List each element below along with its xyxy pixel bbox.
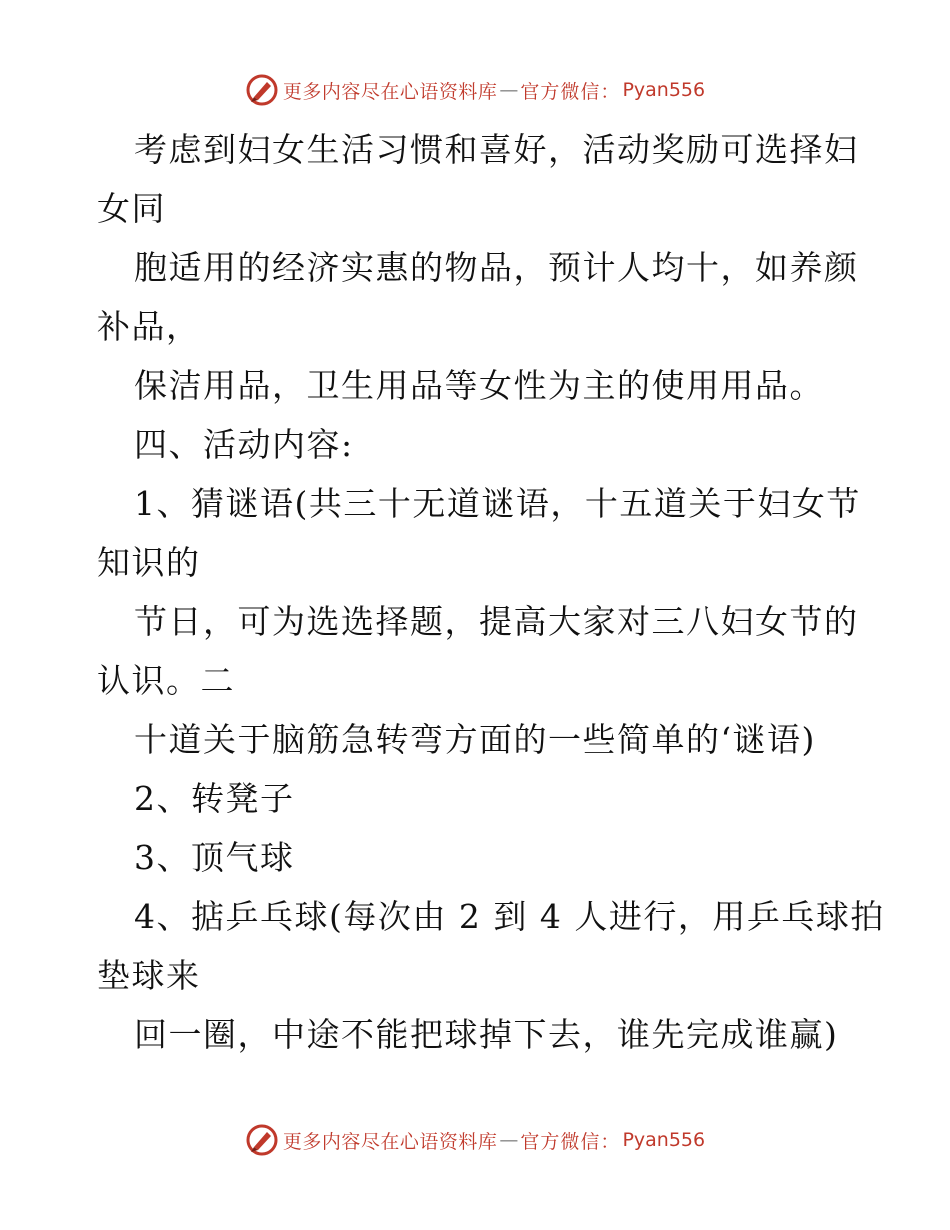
footer-wechat-account: Pyan556	[622, 1129, 706, 1151]
pen-logo-icon	[245, 73, 279, 107]
header-banner	[0, 70, 950, 110]
body-line: 1、猜谜语(共三十无道谜语，十五道关于妇女节	[134, 484, 861, 523]
list-item: 3、顶气球	[134, 838, 295, 877]
body-line: 女同	[97, 189, 166, 228]
footer-banner	[0, 1120, 950, 1160]
body-line: 回一圈，中途不能把球掉下去，谁先完成谁赢)	[134, 1015, 839, 1054]
body-line: 十道关于脑筋急转弯方面的一些简单的‘谜语)	[134, 720, 816, 759]
body-line: 节日，可为选选择题，提高大家对三八妇女节的	[134, 602, 859, 641]
body-line: 胞适用的经济实惠的物品，预计人均十，如养颜	[134, 248, 859, 287]
list-item: 4、掂乒乓球(每次由 2 到 4 人进行，用乒乓球拍	[134, 897, 885, 936]
header-wechat-account: Pyan556	[622, 79, 706, 101]
document-body	[97, 120, 885, 1064]
footer-wechat-label: 官方微信：	[520, 1130, 621, 1153]
body-line: 认识。二	[97, 661, 235, 700]
footer-site-text: 更多内容尽在心语资料库	[282, 1130, 498, 1153]
body-line: 垫球来	[97, 956, 201, 995]
section-heading: 四、活动内容:	[134, 425, 354, 464]
header-wechat-label: 官方微信：	[520, 80, 621, 103]
body-line: 考虑到妇女生活习惯和喜好，活动奖励可选择妇	[134, 130, 859, 169]
list-item: 2、转凳子	[134, 779, 295, 818]
header-separator: —	[499, 79, 519, 101]
body-line: 保洁用品，卫生用品等女性为主的使用用品。	[134, 366, 824, 405]
body-line: 补品，	[97, 307, 201, 346]
footer-separator: —	[499, 1129, 519, 1151]
pen-logo-icon	[245, 1123, 279, 1157]
body-line: 知识的	[97, 543, 201, 582]
header-site-text: 更多内容尽在心语资料库	[282, 80, 498, 103]
